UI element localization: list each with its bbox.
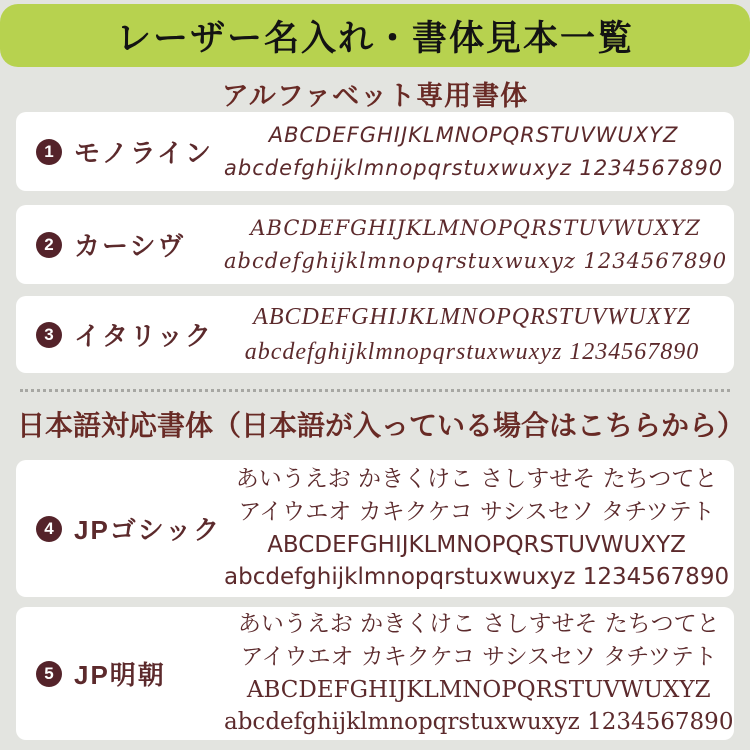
font-name-label: モノライン	[74, 138, 213, 168]
font-number-badge: 3	[36, 322, 62, 348]
font-number-badge: 2	[36, 232, 62, 258]
sample-line-uppercase: ABCDEFGHIJKLMNOPQRSTUVWUXYZ	[253, 303, 691, 330]
sample-line-lowercase-numbers: abcdefghijklmnopqrstuxwuxyz 1234567890	[224, 248, 728, 273]
font-name-label: JP明朝	[74, 660, 166, 690]
font-sample-text	[224, 300, 720, 370]
sample-line-lowercase-numbers: abcdefghijklmnopqrstuxwuxyz 1234567890	[224, 155, 724, 180]
font-identity	[36, 510, 224, 547]
font-sample-text	[224, 119, 723, 184]
font-identity	[36, 226, 224, 263]
sample-line-hiragana: あいうえお かきくけこ さしすせそ たちつてと	[235, 466, 718, 493]
sample-line-uppercase: ABCDEFGHIJKLMNOPQRSTUVWUXYZ	[250, 215, 701, 240]
page-title: レーザー名入れ・書体見本一覧	[115, 18, 634, 58]
font-sample-text	[224, 608, 733, 739]
font-identity	[36, 655, 224, 692]
sample-line-lowercase-numbers: abcdefghijklmnopqrstuxwuxyz 1234567890	[244, 338, 700, 365]
sample-line-uppercase: ABCDEFGHIJKLMNOPQRSTUVWUXYZ	[246, 676, 711, 703]
sample-line-uppercase: ABCDEFGHIJKLMNOPQRSTUVWUXYZ	[268, 122, 679, 147]
font-identity	[36, 133, 224, 170]
font-sample-card-monoline	[16, 112, 734, 191]
font-sample-card-jp-mincho	[16, 607, 734, 740]
font-sample-card-italic	[16, 296, 734, 373]
font-name-label: カーシヴ	[74, 231, 186, 261]
section-title-alphabet-fonts: アルファベット専用書体	[221, 81, 529, 111]
sample-line-uppercase: ABCDEFGHIJKLMNOPQRSTUVWUXYZ	[267, 531, 686, 558]
font-name-label: イタリック	[74, 321, 213, 351]
font-sample-text	[224, 463, 729, 594]
sample-line-lowercase-numbers: abcdefghijklmnopqrstuxwuxyz 1234567890	[224, 564, 730, 591]
font-number-badge: 1	[36, 139, 62, 165]
sample-line-katakana: アイウエオ カキクケコ サシスセソ タチツテト	[238, 498, 715, 525]
font-identity	[36, 316, 224, 353]
sample-line-hiragana: あいうえお かきくけこ さしすせそ たちつてと	[237, 611, 720, 638]
font-sample-text	[224, 212, 727, 277]
font-sample-card-cursive	[16, 205, 734, 284]
sample-line-lowercase-numbers: abcdefghijklmnopqrstuxwuxyz 1234567890	[224, 709, 734, 736]
section-divider	[20, 389, 730, 392]
page-header-banner	[0, 4, 750, 67]
font-name-label: JPゴシック	[74, 515, 222, 545]
section-title-japanese-fonts: 日本語対応書体（日本語が入っている場合はこちらから）	[17, 410, 746, 441]
font-number-badge: 5	[36, 661, 62, 687]
font-sample-card-jp-gothic	[16, 460, 734, 597]
font-number-badge: 4	[36, 516, 62, 542]
sample-line-katakana: アイウエオ カキクケコ サシスセソ タチツテト	[240, 643, 717, 670]
